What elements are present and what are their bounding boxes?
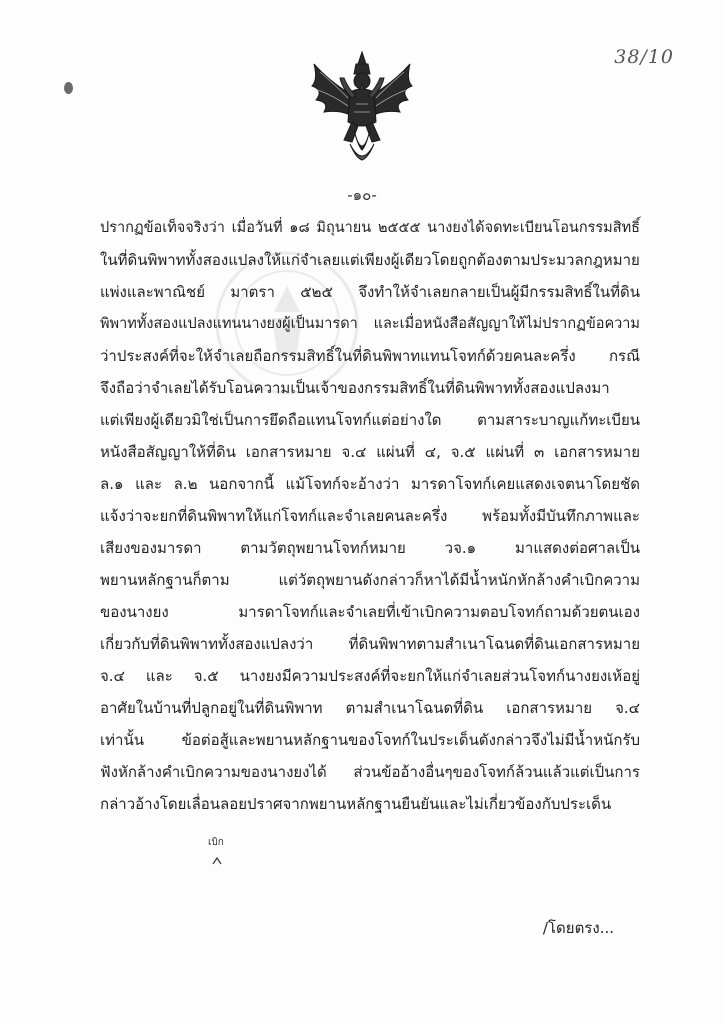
text-line: กล่าวอ้างโดยเลื่อนลอยปราศจากพยานหลักฐานยืนยันและไม่เกี่ยวข้องกับประเด็น xyxy=(100,795,612,813)
text-line: แจ้งว่าจะยกที่ดินพิพาทให้แก่โจทก์และจำเลยคนละครึ่ง พร้อมทั้งมีบันทึกภาพและ xyxy=(100,507,640,525)
text-line: พิพาททั้งสองแปลงแทนนางยงผู้เป็นมารดา และเมื่อหนังสือสัญญาให้ไม่ปรากฏข้อความ xyxy=(100,316,640,332)
text-line: เท่านั้น ข้อต่อสู้และพยานหลักฐานของโจทก์ในประเด็นดังกล่าวจึงไม่มีน้ำหนักรับ xyxy=(100,731,640,749)
text-line: แพ่งและพาณิชย์ มาตรา ๕๒๕ จึงทำให้จำเลยกลายเป็นผู้มีกรรมสิทธิ์ในที่ดิน xyxy=(100,283,640,301)
page-number: -๑๐- xyxy=(347,186,377,204)
judgment-body xyxy=(100,212,640,820)
text-line: พยานหลักฐานก็ตาม แต่วัตถุพยานดังกล่าวก็หาได้มีน้ำหนักหักล้างคำเบิกความ xyxy=(100,571,640,589)
text-line: จ.๔ และ จ.๕ นางยงมีความประสงค์ที่จะยกให้แก่จำเลยส่วนโจทก์นางยงเห้อยู่ xyxy=(100,667,640,685)
scan-speck xyxy=(64,82,73,94)
text-line: ฟังหักล้างคำเบิกความของนางยงได้ ส่วนข้ออ้างอื่นๆของโจทก์ล้วนแล้วแต่เป็นการ xyxy=(100,763,640,781)
text-line: จึงถือว่าจำเลยได้รับโอนความเป็นเจ้าของกรรมสิทธิ์ในที่ดินพิพาททั้งสองแปลงมา xyxy=(100,379,610,397)
text-line: อาศัยในบ้านที่ปลูกอยู่ในที่ดินพิพาท ตามสำเนาโฉนดที่ดิน เอกสารหมาย จ.๔ xyxy=(100,699,640,717)
text-line: ปรากฏข้อเท็จจริงว่า เมื่อวันที่ ๑๘ มิถุนายน ๒๕๕๕ นางยงได้จดทะเบียนโอนกรรมสิทธิ์ xyxy=(100,220,640,236)
text-line: หนังสือสัญญาให้ที่ดิน เอกสารหมาย จ.๔ แผ่นที่ ๔, จ.๕ แผ่นที่ ๓ เอกสารหมาย xyxy=(100,443,640,461)
text-line: เกี่ยวกับที่ดินพิพาททั้งสองแปลงว่า ที่ดินพิพาทตามสำเนาโฉนดที่ดินเอกสารหมาย xyxy=(100,635,640,653)
text-line: เสียงของมารดา ตามวัตถุพยานโจทก์หมาย วจ.๑ มาแสดงต่อศาลเป็น xyxy=(100,539,640,557)
text-line: ล.๑ และ ล.๒ นอกจากนี้ แม้โจทก์จะอ้างว่า มารดาโจทก์เคยแสดงเจตนาโดยชัด xyxy=(100,475,640,493)
handwritten-insertion: เบิก xyxy=(208,837,224,848)
text-line: ของนางยง มารดาโจทก์และจำเลยที่เข้าเบิกความตอบโจทก์ถามด้วยตนเอง xyxy=(100,603,640,621)
folio-number: 38/10 xyxy=(614,46,674,68)
text-line: ว่าประสงค์ที่จะให้จำเลยถือกรรมสิทธิ์ในที่ดินพิพาทแทนโจทก์ด้วยคนละครึ่ง กรณี xyxy=(100,347,640,365)
garuda-emblem-icon xyxy=(306,50,418,170)
continuation-marker: /โดยตรง... xyxy=(542,919,614,937)
text-line: แต่เพียงผู้เดียวมิใช่เป็นการยึดถือแทนโจทก์แต่อย่างใด ตามสาระบาญแก้ทะเบียน xyxy=(100,411,640,429)
text-line: ในที่ดินพิพาททั้งสองแปลงให้แก่จำเลยแต่เพียงผู้เดียวโดยถูกต้องตามประมวลกฎหมาย xyxy=(100,251,640,269)
insertion-caret-icon xyxy=(212,857,222,865)
